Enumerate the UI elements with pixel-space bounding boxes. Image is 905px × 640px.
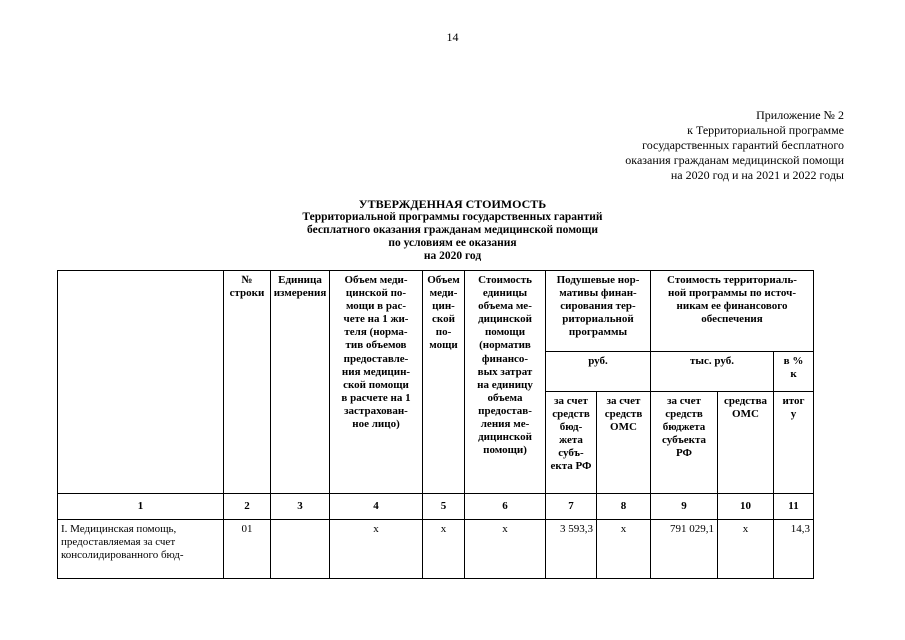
column-number: 8 [597,494,651,520]
row-cost-oms: х [718,520,774,579]
header-cell-per-capita-budget: за счет средств бюд- жета субъ- екта РФ [546,392,597,494]
header-cell-cost-oms: средства ОМС [718,392,774,494]
header-cell-unit-thousand-rub: тыс. руб. [651,352,774,392]
header-cell-per-capita-group: Подушевые нор- мативы финан- сирования тер- риториальной программы [546,271,651,352]
header-cell-total: итог у [774,392,814,494]
heading-title: УТВЕРЖДЕННАЯ СТОИМОСТЬ [358,197,547,211]
header-cell-unit-cost: Стоимость единицы объема ме- дицинской помощи (норматив финансо- вых затрат на единицу объема предостав- ления ме- дицинской помощи) [465,271,546,494]
header-cell-cost-budget: за счет средств бюджета субъекта РФ [651,392,718,494]
row-volume-per-resident: х [330,520,423,579]
appendix-line: государственных гарантий бесплатного [642,138,844,152]
header-cell-row-number: № строки [224,271,271,494]
column-number: 5 [423,494,465,520]
table-row [58,520,814,579]
page-number: 14 [446,30,459,44]
appendix-line: на 2020 год и на 2021 и 2022 годы [670,168,844,182]
column-number: 2 [224,494,271,520]
row-total-percent: 14,3 [774,520,814,579]
row-name: I. Медицинская помощь, предоставляемая за счет консолидированного бюд- [58,520,224,579]
header-cell-per-capita-oms: за счет средств ОМС [597,392,651,494]
column-number: 3 [271,494,330,520]
header-cell-unit-rub: руб. [546,352,651,392]
header-cell-volume-per-resident: Объем меди- цинской по- мощи в рас- чете на 1 жи- теля (норма- тив объемов предоставле- ния медицин- ской помощи в расчете на 1 застрахован- ное лицо) [330,271,423,494]
row-number: 01 [224,520,271,579]
column-number: 11 [774,494,814,520]
header-cell-unit: Единица измерения [271,271,330,494]
column-number: 6 [465,494,546,520]
row-unit-cost: х [465,520,546,579]
appendix-line: Приложение № 2 [756,108,844,122]
cost-table [57,270,814,579]
column-number: 9 [651,494,718,520]
heading-line: по условиям ее оказания [388,237,517,249]
appendix-block [625,108,844,183]
appendix-line: к Территориальной программе [687,123,844,137]
heading-line: на 2020 год [423,250,482,262]
header-cell-cost-group: Стоимость территориаль- ной программы по источ- никам ее финансового обеспечения [651,271,814,352]
row-unit [271,520,330,579]
row-volume: х [423,520,465,579]
document-heading [270,198,635,263]
heading-line: бесплатного оказания гражданам медицинской помощи [307,224,598,236]
column-number: 10 [718,494,774,520]
header-cell-unit-percent: в % к [774,352,814,392]
header-cell-volume: Объем меди- цин- ской по- мощи [423,271,465,494]
column-number: 4 [330,494,423,520]
column-number: 7 [546,494,597,520]
column-number: 1 [58,494,224,520]
row-cost-budget: 791 029,1 [651,520,718,579]
appendix-line: оказания гражданам медицинской помощи [625,153,844,167]
header-cell-name [58,271,224,494]
row-per-capita-oms: х [597,520,651,579]
heading-line: Территориальной программы государственных гарантий [302,211,603,223]
row-per-capita-budget: 3 593,3 [546,520,597,579]
